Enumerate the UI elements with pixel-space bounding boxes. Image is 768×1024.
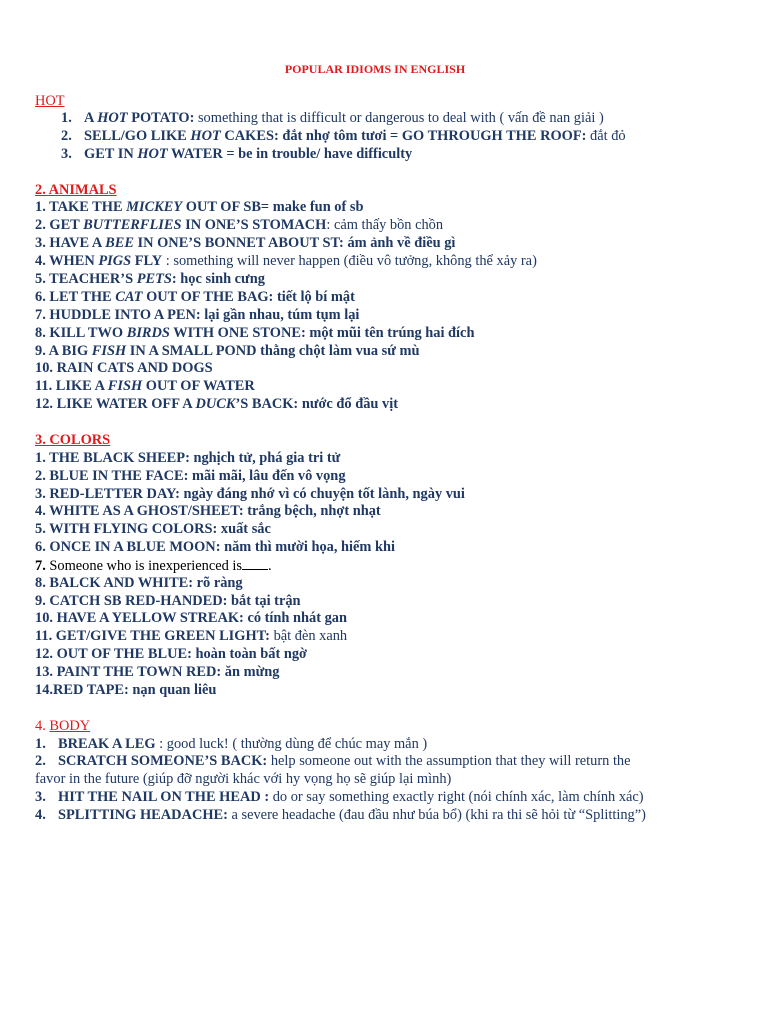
page-title: POPULAR IDIOMS IN ENGLISH (284, 62, 466, 76)
list-item: 3. RED-LETTER DAY: ngày đáng nhớ vì có chuyện tốt lành, ngày vui (35, 486, 465, 502)
list-item: 12. LIKE WATER OFF A DUCK’S BACK: nước đổ đầu vịt (35, 396, 398, 412)
list-item: 5. TEACHER’S PETS: học sinh cưng (35, 271, 265, 287)
list-item: 6. ONCE IN A BLUE MOON: năm thì mười họa, hiếm khi (35, 539, 396, 555)
section-heading-body: 4. BODY (35, 718, 91, 734)
list-item: 13. PAINT THE TOWN RED: ăn mừng (35, 664, 280, 680)
list-item: 1. BREAK A LEG : good luck! ( thường dùng để chúc may mắn ) (35, 736, 428, 752)
list-item-continuation: favor in the future (giúp đỡ người khác với hy vọng họ sẽ giúp lại mình) (35, 771, 452, 787)
list-item: 4. SPLITTING HEADACHE: a severe headache (đau đầu như búa bổ) (khi ra thi sẽ hỏi từ “Splitting”) (35, 807, 646, 823)
list-item: 3. HIT THE NAIL ON THE HEAD : do or say something exactly right (nói chính xác, làm chính xác) (35, 789, 644, 805)
fill-in-blank (242, 557, 268, 570)
list-item: 6. LET THE CAT OUT OF THE BAG: tiết lộ bí mật (35, 289, 355, 305)
list-item: 11. GET/GIVE THE GREEN LIGHT: bật đèn xanh (35, 628, 348, 644)
list-item: 2. SCRATCH SOMEONE’S BACK: help someone out with the assumption that they will return the (35, 753, 631, 769)
list-item: 10. HAVE A YELLOW STREAK: có tính nhát gan (35, 610, 348, 626)
list-item: 7. Someone who is inexperienced is . (35, 558, 272, 574)
list-item: 2. BLUE IN THE FACE: mãi mãi, lâu đến vô vọng (35, 468, 346, 484)
list-item: 5. WITH FLYING COLORS: xuất sắc (35, 521, 271, 537)
list-item: 4. WHITE AS A GHOST/SHEET: trắng bệch, nhợt nhạt (35, 503, 381, 519)
list-item: 11. LIKE A FISH OUT OF WATER (35, 378, 255, 394)
list-item: 8. BALCK AND WHITE: rõ ràng (35, 575, 243, 591)
list-item: 14.RED TAPE: nạn quan liêu (35, 682, 217, 698)
list-item: 8. KILL TWO BIRDS WITH ONE STONE: một mũi tên trúng hai đích (35, 325, 475, 341)
list-item: 1. THE BLACK SHEEP: nghịch tử, phá gia tri tử (35, 450, 341, 466)
list-item: 7. HUDDLE INTO A PEN: lại gần nhau, túm tụm lại (35, 307, 360, 323)
section-heading-animals: 2. ANIMALS (35, 182, 117, 198)
list-item: 1. A HOT POTATO: something that is difficult or dangerous to deal with ( vấn đề nan giải ) (61, 110, 604, 126)
list-item: 12. OUT OF THE BLUE: hoàn toàn bất ngờ (35, 646, 307, 662)
list-item: 2. GET BUTTERFLIES IN ONE’S STOMACH: cảm thấy bồn chồn (35, 217, 444, 233)
list-item: 10. RAIN CATS AND DOGS (35, 360, 213, 376)
list-item: 9. A BIG FISH IN A SMALL POND thằng chột làm vua sứ mù (35, 343, 420, 359)
list-item: 2. SELL/GO LIKE HOT CAKES: đắt nhợ tôm tươi = GO THROUGH THE ROOF: đắt đỏ (61, 128, 626, 144)
section-heading-hot: HOT (35, 93, 65, 109)
section-heading-colors: 3. COLORS (35, 432, 111, 448)
list-item: 9. CATCH SB RED-HANDED: bắt tại trận (35, 593, 301, 609)
list-item: 1. TAKE THE MICKEY OUT OF SB= make fun of sb (35, 199, 364, 215)
list-item: 3. GET IN HOT WATER = be in trouble/ have difficulty (61, 146, 413, 162)
list-item: 4. WHEN PIGS FLY : something will never happen (điều vô tưởng, không thể xảy ra) (35, 253, 537, 269)
list-item: 3. HAVE A BEE IN ONE’S BONNET ABOUT ST: ám ảnh về điều gì (35, 235, 456, 251)
